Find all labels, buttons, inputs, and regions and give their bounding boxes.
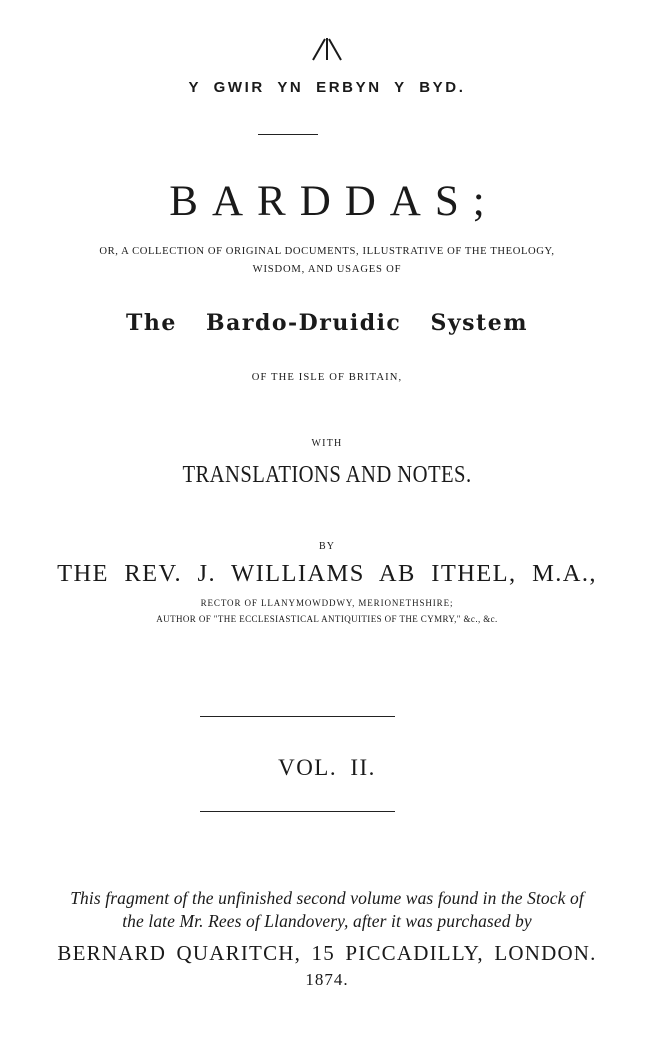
divider-top <box>258 134 318 135</box>
volume-number: VOL. II. <box>278 755 376 780</box>
publication-year: 1874. <box>305 970 349 989</box>
isle-line: OF THE ISLE OF BRITAIN, <box>251 372 403 383</box>
translations-heading: TRANSLATIONS AND NOTES. <box>182 462 472 488</box>
by-text: BY <box>319 541 335 552</box>
divider-middle <box>200 716 395 717</box>
system-title: The Bardo-Druidic System <box>126 310 528 336</box>
fragment-note-line-1: This fragment of the unfinished second volume was found in the Stock of <box>70 888 584 908</box>
with-text: WITH <box>311 438 343 449</box>
awen-symbol-icon <box>303 36 351 62</box>
divider-lower <box>200 811 395 812</box>
rector-line: RECTOR OF LLANYMOWDDWY, MERIONETHSHIRE; <box>200 598 454 608</box>
subtitle-line-1: OR, A COLLECTION OF ORIGINAL DOCUMENTS, ILLUSTRATIVE OF THE THEOLOGY, <box>99 246 555 257</box>
subtitle-line-2: WISDOM, AND USAGES OF <box>252 264 402 275</box>
book-title: BARDDAS; <box>169 178 499 225</box>
publisher-imprint: BERNARD QUARITCH, 15 PICCADILLY, LONDON. <box>57 941 597 965</box>
author-name: THE REV. J. WILLIAMS AB ITHEL, M.A., <box>57 560 597 587</box>
fragment-note-line-2: the late Mr. Rees of Llandovery, after it was purchased by <box>122 911 532 931</box>
motto: Y GWIR YN ERBYN Y BYD. <box>188 79 466 96</box>
author-of-line: AUTHOR OF "THE ECCLESIASTICAL ANTIQUITIES OF THE CYMRY," &c., &c. <box>156 614 498 624</box>
